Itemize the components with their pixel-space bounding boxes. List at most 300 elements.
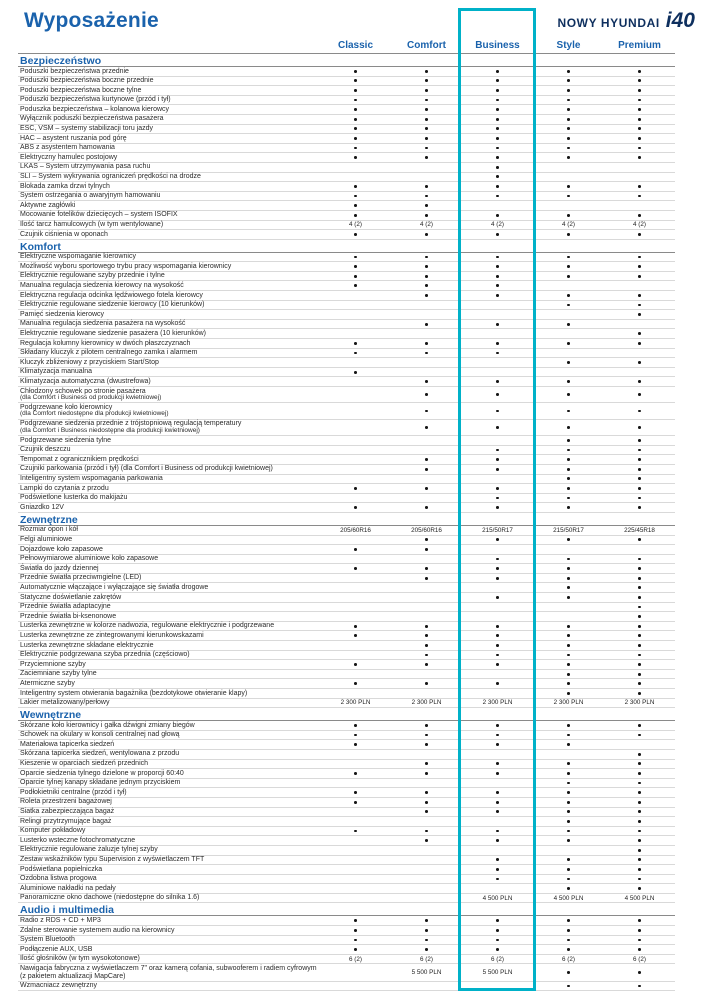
feature-dot: [638, 682, 641, 685]
feature-dot-cell: [462, 89, 533, 92]
feature-dot-cell: [533, 265, 604, 268]
feature-dot-cell: [320, 948, 391, 951]
feature-dot: [496, 801, 499, 804]
table-row: [18, 281, 675, 291]
feature-dot: [496, 830, 499, 833]
feature-dot-cell: [604, 449, 675, 452]
feature-dot-cell: [533, 887, 604, 890]
row-label: Schowek na okulary w konsoli centralnej nad głową: [20, 731, 180, 739]
feature-dot: [567, 801, 570, 804]
feature-dot: [496, 810, 499, 813]
table-row: [18, 788, 675, 798]
table-row: [18, 945, 675, 955]
feature-dot: [567, 108, 570, 111]
feature-dot-cell: [462, 810, 533, 813]
feature-dot: [496, 127, 499, 130]
row-label: Lusterka zewnętrzne w kolorze nadwozia, regulowane elektrycznie i podgrzewane: [20, 622, 275, 630]
feature-dot-cell: [604, 118, 675, 121]
feature-dot-cell: [604, 567, 675, 570]
table-row: [18, 377, 675, 387]
value-cell: 4 (2): [562, 221, 575, 229]
feature-dot: [425, 468, 428, 471]
table-row: [18, 192, 675, 202]
row-label: Elektryczne wspomaganie kierownicy: [20, 253, 136, 261]
feature-dot-cell: [391, 654, 462, 657]
value-cell: 2 300 PLN: [411, 699, 442, 707]
row-label: Automatycznie włączające i wyłączające się światła drogowe: [20, 583, 209, 591]
row-label: Oparcie tylnej kanapy składane jednym przyciskiem: [20, 779, 181, 787]
feature-dot-cell: [391, 79, 462, 82]
feature-dot-cell: [320, 284, 391, 287]
feature-dot-cell: [462, 323, 533, 326]
feature-dot-cell: [533, 985, 604, 988]
feature-dot: [496, 948, 499, 951]
feature-dot: [638, 985, 641, 988]
feature-dot-cell: [604, 839, 675, 842]
feature-dot: [354, 919, 357, 922]
feature-dot-cell: [533, 878, 604, 881]
value-cell: 5 500 PLN: [482, 969, 513, 977]
feature-dot: [496, 919, 499, 922]
feature-dot: [638, 477, 641, 480]
feature-dot: [567, 156, 570, 159]
feature-dot-cell: [391, 118, 462, 121]
feature-dot: [496, 772, 499, 775]
feature-dot: [496, 644, 499, 647]
feature-dot-cell: [320, 791, 391, 794]
feature-dot: [638, 99, 641, 102]
feature-dot-cell: [391, 948, 462, 951]
feature-dot: [567, 185, 570, 188]
table-row: [18, 593, 675, 603]
table-row: [18, 916, 675, 926]
table-row: [18, 612, 675, 622]
value-cell: 6 (2): [349, 955, 362, 963]
feature-dot: [567, 137, 570, 140]
row-label: Siatka zabezpieczająca bagaż: [20, 808, 115, 816]
feature-dot: [638, 753, 641, 756]
feature-dot: [638, 458, 641, 461]
feature-dot-cell: [320, 147, 391, 150]
feature-dot: [567, 118, 570, 121]
feature-dot: [638, 89, 641, 92]
table-row: [18, 201, 675, 211]
feature-dot: [425, 644, 428, 647]
feature-dot: [638, 724, 641, 727]
feature-dot: [638, 426, 641, 429]
table-row: [18, 583, 675, 593]
feature-dot: [354, 929, 357, 932]
row-label: Materiałowa tapicerka siedzeń: [20, 740, 115, 748]
feature-dot-cell: [462, 558, 533, 561]
feature-dot-cell: [604, 971, 675, 974]
table-row: [18, 86, 675, 96]
feature-dot: [354, 682, 357, 685]
feature-dot-cell: [391, 458, 462, 461]
feature-dot-cell: [604, 127, 675, 130]
feature-dot-cell: [604, 233, 675, 236]
feature-dot-cell: [604, 919, 675, 922]
table-row: [18, 574, 675, 584]
feature-dot: [354, 801, 357, 804]
feature-dot: [354, 663, 357, 666]
feature-dot-cell: [604, 468, 675, 471]
feature-dot: [425, 70, 428, 73]
table-row: [18, 875, 675, 885]
table-row: [18, 817, 675, 827]
feature-dot: [425, 506, 428, 509]
feature-dot: [496, 743, 499, 746]
table-row: [18, 750, 675, 760]
feature-dot: [638, 506, 641, 509]
row-label: Oparcie siedzenia tylnego dzielone w proporcji 60:40: [20, 769, 184, 777]
feature-dot: [638, 887, 641, 890]
table-row: [18, 163, 675, 173]
feature-dot-cell: [320, 118, 391, 121]
row-label: Wyłącznik poduszki bezpieczeństwa pasażera: [20, 115, 164, 123]
table-row: [18, 894, 675, 904]
feature-dot: [425, 734, 428, 737]
feature-dot-cell: [391, 204, 462, 207]
feature-dot-cell: [320, 256, 391, 259]
column-header-business: Business: [475, 40, 520, 51]
feature-dot: [496, 410, 499, 413]
feature-dot: [496, 663, 499, 666]
feature-dot: [425, 929, 428, 932]
feature-dot-cell: [604, 810, 675, 813]
feature-dot-cell: [391, 810, 462, 813]
feature-dot: [638, 214, 641, 217]
feature-dot: [354, 342, 357, 345]
section-header: Komfort: [18, 240, 675, 253]
feature-dot: [567, 294, 570, 297]
feature-dot-cell: [533, 558, 604, 561]
feature-dot: [567, 214, 570, 217]
feature-dot-cell: [391, 393, 462, 396]
feature-dot: [638, 839, 641, 842]
feature-dot-cell: [320, 214, 391, 217]
feature-dot: [496, 108, 499, 111]
feature-dot-cell: [533, 342, 604, 345]
row-label: Skórzana tapicerka siedzeń, wentylowana z przodu: [20, 750, 180, 758]
feature-dot: [638, 810, 641, 813]
feature-dot-cell: [391, 772, 462, 775]
feature-dot-cell: [391, 99, 462, 102]
feature-dot: [425, 127, 428, 130]
table-row: [18, 769, 675, 779]
feature-dot-cell: [533, 743, 604, 746]
table-row: [18, 545, 675, 555]
feature-dot-cell: [320, 663, 391, 666]
feature-dot: [496, 118, 499, 121]
feature-dot-cell: [462, 70, 533, 73]
feature-dot: [638, 497, 641, 500]
table-row: [18, 67, 675, 77]
feature-dot-cell: [604, 108, 675, 111]
row-label: Podświetlone lusterka do makijażu: [20, 494, 128, 502]
feature-dot: [354, 352, 357, 355]
feature-dot-cell: [604, 342, 675, 345]
feature-dot: [567, 410, 570, 413]
feature-dot-cell: [320, 634, 391, 637]
feature-dot: [567, 772, 570, 775]
feature-dot: [638, 156, 641, 159]
row-label: Statyczne doświetlanie zakrętów: [20, 593, 122, 601]
brand-prefix-text: NOWY HYUNDAI: [557, 16, 660, 30]
feature-dot: [425, 567, 428, 570]
feature-dot-cell: [604, 985, 675, 988]
feature-dot: [425, 762, 428, 765]
row-label: Klimatyzacja manualna: [20, 368, 92, 376]
feature-dot: [638, 625, 641, 628]
feature-dot: [354, 214, 357, 217]
feature-dot: [567, 887, 570, 890]
feature-dot-cell: [462, 410, 533, 413]
feature-dot: [638, 275, 641, 278]
row-label: Elektrycznie regulowane siedzenie kierowcy (10 kierunków): [20, 301, 205, 309]
feature-dot-cell: [320, 275, 391, 278]
feature-dot: [567, 195, 570, 198]
row-label: Lusterka zewnętrzne ze zintegrowanymi kierunkowskazami: [20, 631, 204, 639]
feature-dot: [354, 548, 357, 551]
feature-dot: [638, 147, 641, 150]
feature-dot-cell: [604, 256, 675, 259]
feature-dot-cell: [533, 971, 604, 974]
feature-dot: [567, 919, 570, 922]
feature-dot: [567, 734, 570, 737]
feature-dot: [425, 79, 428, 82]
feature-dot-cell: [391, 185, 462, 188]
table-row: [18, 291, 675, 301]
feature-dot: [638, 558, 641, 561]
column-header-style: Style: [556, 40, 581, 51]
feature-dot: [567, 342, 570, 345]
feature-dot-cell: [462, 663, 533, 666]
feature-dot-cell: [604, 156, 675, 159]
feature-dot: [638, 127, 641, 130]
feature-dot-cell: [462, 393, 533, 396]
feature-dot-cell: [462, 265, 533, 268]
table-row: [18, 731, 675, 741]
table-row: [18, 446, 675, 456]
feature-dot-cell: [604, 147, 675, 150]
feature-dot-cell: [533, 323, 604, 326]
feature-dot: [496, 352, 499, 355]
feature-dot: [567, 839, 570, 842]
row-label: Komputer pokładowy: [20, 827, 86, 835]
feature-dot: [496, 166, 499, 169]
feature-dot: [567, 147, 570, 150]
feature-dot-cell: [533, 137, 604, 140]
table-row: [18, 484, 675, 494]
feature-dot-cell: [604, 70, 675, 73]
feature-dot: [425, 204, 428, 207]
feature-dot: [567, 692, 570, 695]
feature-dot: [496, 929, 499, 932]
feature-dot: [354, 108, 357, 111]
feature-dot: [354, 371, 357, 374]
section-header: Zewnętrzne: [18, 513, 675, 526]
feature-dot: [425, 830, 428, 833]
feature-dot: [425, 147, 428, 150]
feature-dot-cell: [604, 137, 675, 140]
feature-dot: [496, 458, 499, 461]
feature-dot-cell: [320, 919, 391, 922]
feature-dot-cell: [391, 352, 462, 355]
feature-dot-cell: [533, 195, 604, 198]
feature-dot: [425, 137, 428, 140]
feature-dot-cell: [462, 939, 533, 942]
feature-dot: [638, 468, 641, 471]
feature-dot-cell: [320, 830, 391, 833]
table-row: [18, 503, 675, 513]
feature-dot-cell: [604, 79, 675, 82]
feature-dot: [425, 393, 428, 396]
feature-dot-cell: [533, 586, 604, 589]
feature-dot: [567, 538, 570, 541]
feature-dot-cell: [320, 548, 391, 551]
feature-dot-cell: [320, 342, 391, 345]
value-cell: 6 (2): [420, 955, 433, 963]
row-label: Gniazdko 12V: [20, 503, 64, 511]
row-label: HAC – asystent ruszania pod górę: [20, 134, 127, 142]
feature-dot: [496, 323, 499, 326]
feature-dot: [354, 89, 357, 92]
row-label: Czujniki parkowania (przód i tył) (dla Comfort i Business od produkcji kwietniowej): [20, 465, 273, 473]
feature-dot-cell: [462, 108, 533, 111]
row-label: ABS z asystentem hamowania: [20, 144, 115, 152]
feature-dot: [354, 487, 357, 490]
feature-dot: [496, 839, 499, 842]
row-note: (dla Comfort i Business od produkcji kwietniowej): [20, 394, 162, 402]
feature-dot-cell: [604, 830, 675, 833]
feature-dot: [425, 156, 428, 159]
feature-dot: [638, 265, 641, 268]
feature-dot-cell: [604, 596, 675, 599]
feature-dot: [567, 724, 570, 727]
feature-dot: [354, 948, 357, 951]
feature-dot: [425, 426, 428, 429]
feature-dot: [496, 294, 499, 297]
feature-dot: [638, 858, 641, 861]
feature-dot-cell: [391, 468, 462, 471]
table-row: [18, 679, 675, 689]
row-label: Światła do jazdy dziennej: [20, 564, 99, 572]
feature-dot: [496, 939, 499, 942]
table-row: [18, 865, 675, 875]
row-label: Podświetlana popielniczka: [20, 865, 103, 873]
feature-dot-cell: [533, 118, 604, 121]
feature-dot-cell: [604, 625, 675, 628]
feature-dot: [354, 791, 357, 794]
table-row: [18, 77, 675, 87]
feature-dot-cell: [604, 801, 675, 804]
table-row: [18, 536, 675, 546]
feature-dot-cell: [391, 682, 462, 685]
table-row: [18, 455, 675, 465]
row-label: Radio z RDS + CD + MP3: [20, 916, 101, 924]
feature-dot: [567, 878, 570, 881]
feature-dot-cell: [533, 89, 604, 92]
feature-dot-cell: [604, 663, 675, 666]
feature-dot: [425, 108, 428, 111]
feature-dot-cell: [462, 99, 533, 102]
value-cell: 205/60R16: [411, 526, 442, 534]
feature-dot: [496, 256, 499, 259]
table-row: [18, 105, 675, 115]
feature-dot: [354, 265, 357, 268]
feature-dot: [496, 625, 499, 628]
feature-dot-cell: [604, 682, 675, 685]
table-row: [18, 689, 675, 699]
feature-dot-cell: [533, 70, 604, 73]
feature-dot: [638, 313, 641, 316]
feature-dot: [567, 256, 570, 259]
feature-dot: [638, 108, 641, 111]
row-note: (dla Comfort i Business niedostępne dla produkcji kwietniowej): [20, 426, 200, 434]
feature-dot-cell: [391, 929, 462, 932]
row-label: Klimatyzacja automatyczna (dwustrefowa): [20, 377, 151, 385]
feature-dot: [567, 79, 570, 82]
feature-dot-cell: [320, 99, 391, 102]
feature-dot: [567, 567, 570, 570]
feature-dot-cell: [604, 380, 675, 383]
feature-dot: [496, 538, 499, 541]
feature-dot: [638, 233, 641, 236]
feature-dot: [496, 214, 499, 217]
feature-dot-cell: [320, 127, 391, 130]
table-row: [18, 230, 675, 240]
feature-dot-cell: [533, 830, 604, 833]
feature-dot-cell: [604, 577, 675, 580]
feature-dot: [354, 830, 357, 833]
table-row: [18, 526, 675, 536]
feature-dot-cell: [320, 625, 391, 628]
feature-dot: [638, 294, 641, 297]
table-row: [18, 651, 675, 661]
feature-dot: [496, 175, 499, 178]
feature-dot: [496, 791, 499, 794]
table-row: [18, 808, 675, 818]
row-label: Wzmacniacz zewnętrzny: [20, 982, 98, 990]
feature-dot: [638, 538, 641, 541]
feature-dot-cell: [462, 801, 533, 804]
feature-dot: [425, 99, 428, 102]
feature-dot-cell: [533, 868, 604, 871]
feature-dot-cell: [391, 294, 462, 297]
feature-dot-cell: [533, 127, 604, 130]
feature-dot: [354, 204, 357, 207]
feature-dot: [638, 791, 641, 794]
feature-dot-cell: [320, 734, 391, 737]
feature-dot: [567, 762, 570, 765]
feature-dot-cell: [533, 596, 604, 599]
feature-dot: [567, 673, 570, 676]
feature-dot: [638, 449, 641, 452]
feature-dot: [496, 634, 499, 637]
row-label: Poduszki bezpieczeństwa boczne przednie: [20, 77, 154, 85]
feature-dot-cell: [391, 70, 462, 73]
feature-dot-cell: [604, 487, 675, 490]
value-cell: 5 500 PLN: [411, 969, 442, 977]
feature-dot-cell: [320, 682, 391, 685]
feature-dot: [638, 304, 641, 307]
feature-dot: [496, 468, 499, 471]
row-label: Roleta przestrzeni bagażowej: [20, 798, 112, 806]
row-label: Felgi aluminiowe: [20, 536, 73, 544]
feature-dot-cell: [533, 79, 604, 82]
feature-dot-cell: [533, 256, 604, 259]
